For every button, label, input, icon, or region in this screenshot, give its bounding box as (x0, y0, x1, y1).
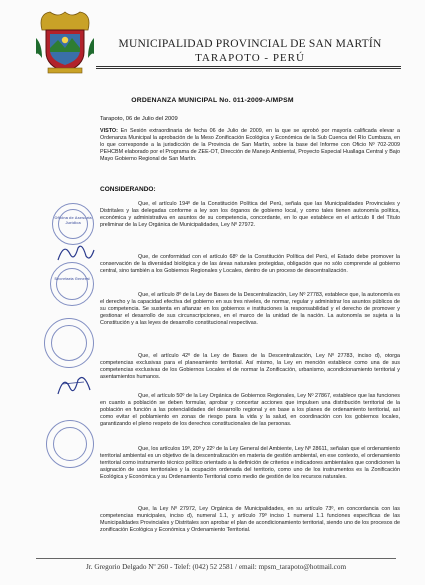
vistos-label: VISTO: (100, 128, 118, 134)
footer-divider (36, 558, 396, 559)
paragraph-5: Que, el artículo 50º de la Ley Orgánica de Gobiernos Regionales, Ley Nº 27867, establece que las funciones en cuanto a población se deben formular, aprobar y concertar acciones que impulsen una distribución territorial de la población en función a las potencialidades del desarrollo regional y en base a los planes de ordenamiento territorial, así como evitar el poblamiento en zonas de riesgo para la vida y la salud, en coordinación con los gobiernos locales, garantizando el pleno respeto de los derechos constitucionales de las personas. (100, 393, 400, 428)
signature-mark-2 (54, 370, 94, 400)
footer-address: Jr. Gregorio Delgado Nº 260 - Telef: (042) 52 2581 / email: mpsm_tarapoto@hotmail.com (85, 563, 347, 571)
document-date: Tarapoto, 06 de Julio del 2009 (100, 116, 178, 122)
vistos-paragraph (100, 128, 400, 163)
municipal-crest-icon (36, 8, 94, 76)
municipal-seal-stamp-lower (46, 420, 94, 468)
considering-heading: CONSIDERANDO: (100, 186, 156, 193)
municipality-location: TARAPOTO - PERÚ (195, 52, 305, 64)
ordinance-title: ORDENANZA MUNICIPAL No. 011-2009-A/MPSM (131, 97, 294, 104)
header-divider-secondary (96, 68, 401, 69)
paragraph-6: Que, los artículos 19º, 20º y 22º de la Ley General del Ambiente, Ley Nº 28611, señalan que el ordenamiento territorial ambiental es un objetivo de la descentralización en materia de gestión ambiental, en ese contexto, el ordenamiento territorial como instrumento técnico político orientado a la definición de criterios e indicadores ambientales que condicionen la asignación de usos territoriales y la ocupación ordenada del territorio, como uno de los instrumentos es la Zonificación Ecológica y Económica y su Ordenamiento Territorial como medio de gestión de los recursos naturales. (100, 446, 400, 481)
paragraph-3: Que, el artículo 8º de la Ley de Bases de la Descentralización, Ley Nº 27783, establece que, la autonomía es el derecho y la capacidad efectiva del gobierno en sus tres niveles, de normar, regular y administrar los asuntos públicos de su competencia. Se sustenta en afianzar en los gobiernos e instituciones la responsabilidad y el derecho de promover y gestionar el desarrollo de sus circunscripciones, en el marco de la unidad de la nación. La autonomía se sujeta a la Constitución y a las leyes de desarrollo constitucional respectivas. (100, 292, 400, 327)
signature-mark-1 (56, 240, 96, 266)
vistos-text: En Sesión extraordinaria de fecha 06 de Julio de 2009, en la que se aprobó por mayoría calificada elevar a Ordenanza Municipal la aprobación de la Meso Zonificación Ecológica y Económica de la Sub Cuenca del Río Cumbaza, en lo que corresponde a la jurisdicción de la Provincia de San Martín, sobre la base del Informe con Oficio Nº 702-2009 PEHCBM elaborado por el Programa de ZEE-OT, Dirección de Manejo Ambiental, Proyecto Especial Huallaga Central y Bajo Mayo Gobierno Regional de San Martín. (100, 128, 400, 163)
general-secretary-stamp-text: Secretaría General (54, 276, 90, 281)
legal-office-stamp (52, 203, 94, 245)
header-divider (96, 66, 401, 67)
paragraph-1: Que, el artículo 194º de la Constitución Política del Perú, señala que las Municipalidades Provinciales y Distritales y las delegadas conforme a ley son los órganos de gobierno local, y como tales tienen autonomía política, económica y administrativa en asuntos de su competencia, concordante, en lo que establece en el artículo II del Título preliminar de la Ley Orgánica de Municipalidades, Ley Nº 27972. (100, 201, 400, 229)
paragraph-2: Que, de conformidad con el artículo 68º de la Constitución Política del Perú, el Estado debe promover la conservación de la diversidad biológica y de las áreas naturales protegidas, obligación que no sólo comprende al gobierno central, sino también a los Gobiernos Regionales y Locales, dentro de un proceso de descentralización. (100, 254, 400, 275)
general-secretary-stamp (50, 262, 94, 306)
paragraph-4: Que, el artículo 42º de la Ley de Bases de la Descentralización, Ley Nº 27783, inciso d), otorga competencias exclusivas para el planeamiento territorial. Así mismo, la Ley en mención establece como una de sus competencias exclusivas de los Gobiernos Locales el de normar la Zonificación, urbanismo, acondicionamiento territorial y asentamientos humanos. (100, 353, 400, 381)
paragraph-7: Que, la Ley Nº 27972, Ley Orgánica de Municipalidades, en su artículo 73º, en concordancia con las competencias municipales, inciso d), numeral 1.1, y artículo 79º inciso 1 numeral 1.1 funciones específicas de las Municipalidades Provinciales y Distritales son aprobar el plan de acondicionamiento territorial, siendo uno de los procesos de zonificación Ecológica y Económica y Ordenamiento Territorial. (100, 506, 400, 534)
legal-office-stamp-text: Oficina de Asesoría Jurídica (54, 215, 92, 225)
municipal-seal-stamp (44, 318, 94, 368)
municipality-title: MUNICIPALIDAD PROVINCIAL DE SAN MARTÍN (118, 38, 382, 50)
